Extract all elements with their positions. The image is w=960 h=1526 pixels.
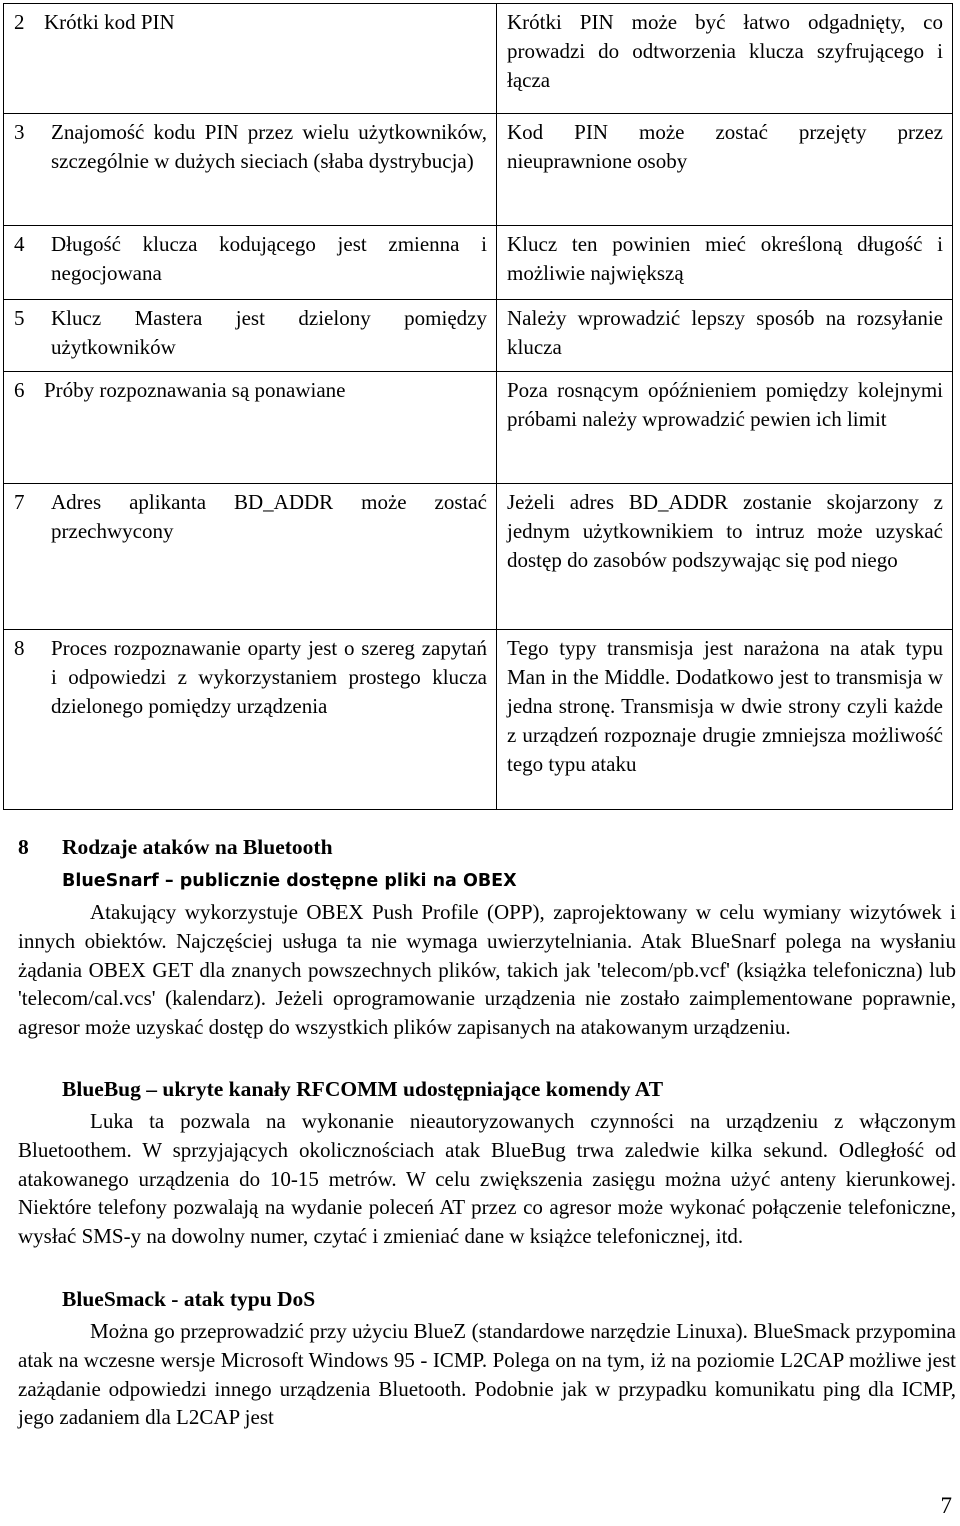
section-heading bbox=[18, 833, 333, 861]
remedy-cell: Poza rosnącym opóźnieniem pomiędzy kolejnymi próbami należy wprowadzić pewien ich limit bbox=[497, 372, 953, 484]
threat-cell bbox=[4, 114, 497, 226]
row-number: 7 bbox=[14, 490, 25, 514]
vulnerability-table bbox=[3, 3, 953, 810]
remedy-cell: Kod PIN może zostać przejęty przez nieuprawnione osoby bbox=[497, 114, 953, 226]
table-row bbox=[4, 372, 953, 484]
threat-text: Klucz Mastera jest dzielony pomiędzy użytkowników bbox=[51, 306, 487, 359]
row-number: 6 bbox=[14, 378, 25, 402]
section-number: 8 bbox=[18, 835, 29, 859]
table-row bbox=[4, 226, 953, 300]
row-number: 3 bbox=[14, 120, 25, 144]
remedy-cell: Należy wprowadzić lepszy sposób na rozsyłanie klucza bbox=[497, 300, 953, 372]
section-title: Rodzaje ataków na Bluetooth bbox=[62, 835, 333, 859]
threat-text: Proces rozpoznawanie oparty jest o szereg zapytań i odpowiedzi z wykorzystaniem prostego klucza dzielonego pomiędzy urządzenia bbox=[51, 636, 487, 718]
table-row bbox=[4, 4, 953, 114]
page-number: 7 bbox=[940, 1493, 952, 1518]
threat-text: Długość klucza kodującego jest zmienna i negocjowana bbox=[51, 232, 487, 285]
threat-text: Adres aplikanta BD_ADDR może zostać przechwycony bbox=[51, 490, 487, 543]
threat-cell bbox=[4, 226, 497, 300]
row-number: 2 bbox=[14, 10, 25, 34]
remedy-cell: Jeżeli adres BD_ADDR zostanie skojarzony z jednym użytkownikiem to intruz może uzyskać dostęp do zasobów podszywając się pod niego bbox=[497, 484, 953, 630]
threat-cell bbox=[4, 630, 497, 810]
paragraph-bluesnarf: Atakujący wykorzystuje OBEX Push Profile (OPP), zaprojektowany w celu wymiany wizytówek i innych obiektów. Najczęściej usługa ta nie wymaga uwierzytelniania. Atak BlueSnarf polega na wysłaniu żądania OBEX GET dla znanych powszechnych plików, takich jak 'telecom/pb.vcf' (książka telefoniczna) lub 'telecom/cal.vcs' (kalendarz). Jeżeli oprogramowanie urządzenia nie zostało zaimplementowane poprawnie, agresor może uzyskać dostęp do wszystkich plików zapisanych na atakowanym urządzeniu. bbox=[18, 900, 956, 1040]
paragraph-bluesmack: Można go przeprowadzić przy użyciu BlueZ (standardowe narzędzie Linuxa). BlueSmack przypomina atak na wczesne wersje Microsoft Windows 95 - ICMP. Polega on na tym, iż na poziomie L2CAP możliwe jest zażądanie odpowiedzi innego urządzenia Bluetooth. Podobnie jak w przypadku komunikatu ping dla ICMP, jego zadaniem dla L2CAP jest bbox=[18, 1319, 956, 1430]
row-number: 5 bbox=[14, 306, 25, 330]
threat-text: Próby rozpoznawania są ponawiane bbox=[44, 378, 346, 402]
threat-text: Krótki kod PIN bbox=[44, 10, 175, 34]
paragraph-bluebug: Luka ta pozwala na wykonanie nieautoryzowanych czynności na urządzeniu z włączonym Bluetoothem. W sprzyjających okolicznościach atak BlueBug trwa zaledwie kilka sekund. Odległość od atakowanego urządzenia do 10-15 metrów. W celu zwiększenia zasięgu można użyć anteny kierunkowej. Niektóre telefony pozwalają na wydanie poleceń AT przez co agresor może wykonać połączenie telefoniczne, wysłać SMS-y na dowolny numer, czytać i zmieniać dane w książce telefonicznej, itd. bbox=[18, 1109, 956, 1249]
remedy-cell: Krótki PIN może być łatwo odgadnięty, co prowadzi do odtworzenia klucza szyfrującego i łącza bbox=[497, 4, 953, 114]
table-row bbox=[4, 300, 953, 372]
subsection-heading-bluebug: BlueBug – ukryte kanały RFCOMM udostępniające komendy AT bbox=[62, 1077, 664, 1101]
threat-cell bbox=[4, 372, 497, 484]
table-row bbox=[4, 114, 953, 226]
threat-cell bbox=[4, 484, 497, 630]
row-number: 4 bbox=[14, 232, 25, 256]
subsection-heading-bluesmack: BlueSmack - atak typu DoS bbox=[62, 1287, 316, 1311]
threat-text: Znajomość kodu PIN przez wielu użytkowników, szczególnie w dużych sieciach (słaba dystrybucja) bbox=[51, 120, 487, 173]
threat-cell bbox=[4, 4, 497, 114]
threat-cell bbox=[4, 300, 497, 372]
row-number: 8 bbox=[14, 636, 25, 660]
remedy-cell: Klucz ten powinien mieć określoną długość i możliwie największą bbox=[497, 226, 953, 300]
table-row bbox=[4, 630, 953, 810]
table-row bbox=[4, 484, 953, 630]
remedy-cell: Tego typy transmisja jest narażona na atak typu Man in the Middle. Dodatkowo jest to transmisja w jedna stronę. Transmisja w dwie strony czyli każde z urządzeń rozpoznaje drugie zmniejsza możliwość tego typu ataku bbox=[497, 630, 953, 810]
subsection-heading-bluesnarf: BlueSnarf – publicznie dostępne pliki na OBEX bbox=[62, 871, 517, 891]
